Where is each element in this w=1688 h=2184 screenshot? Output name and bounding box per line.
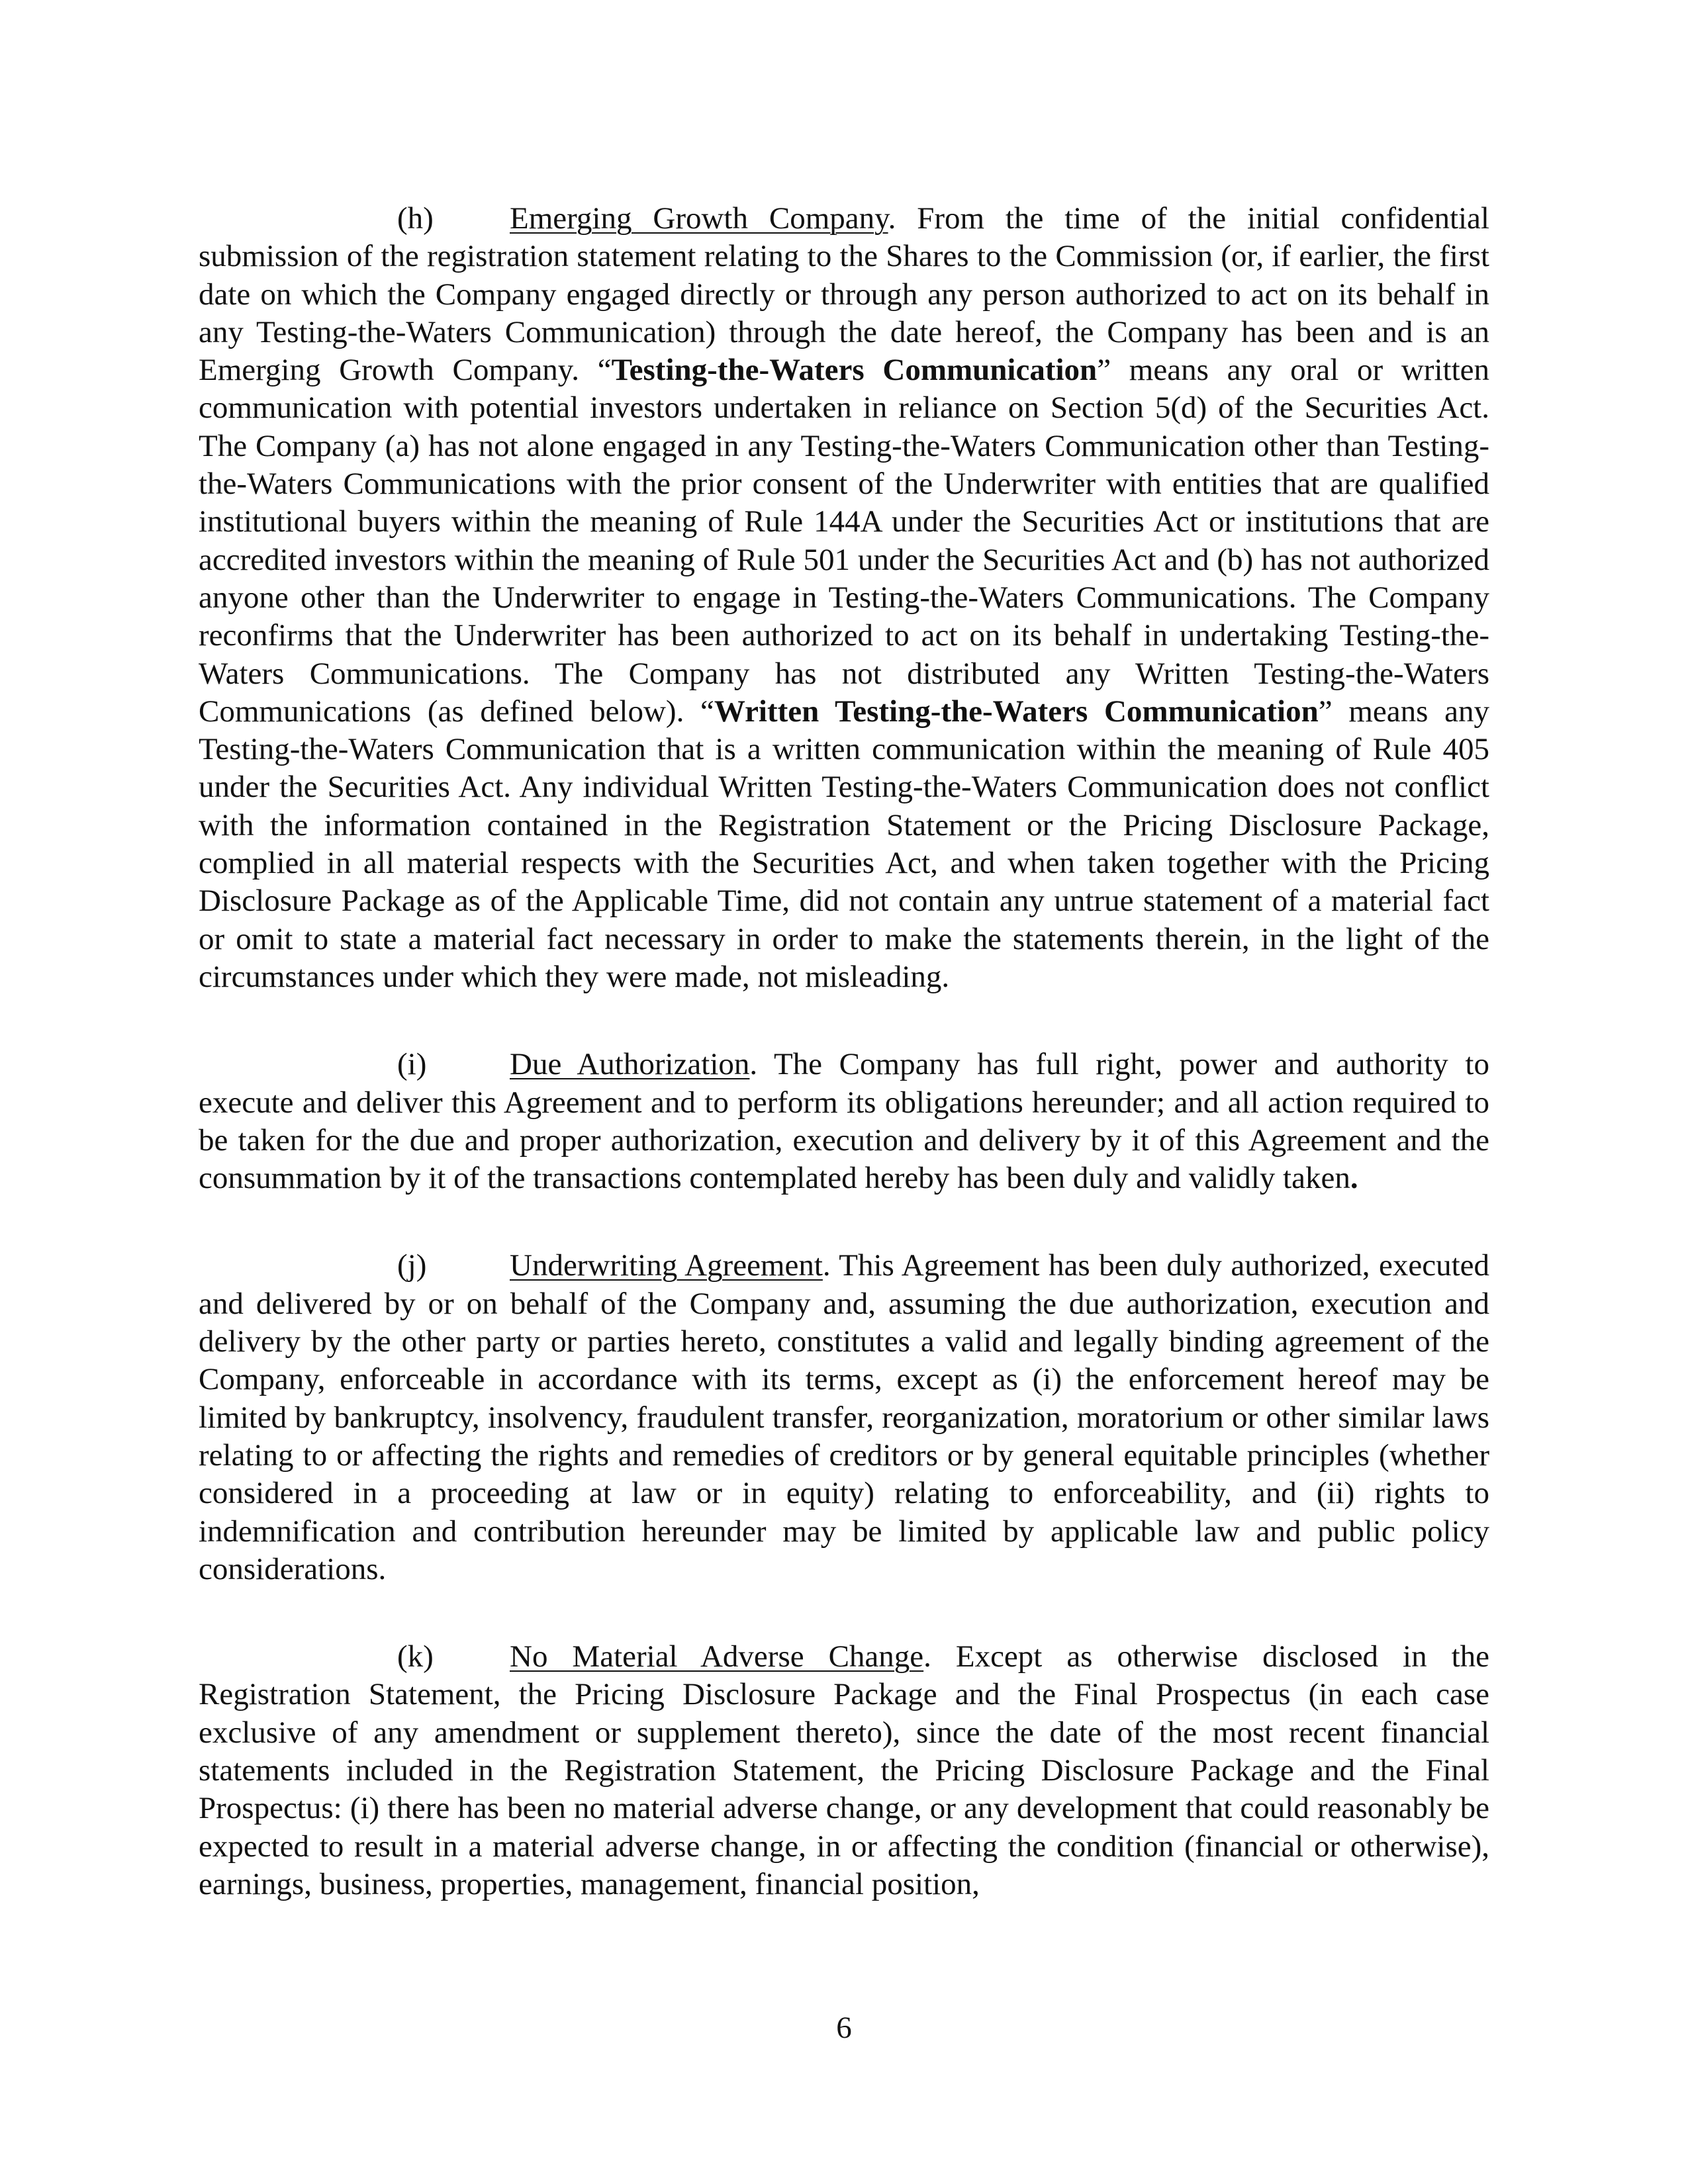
bold-period: . xyxy=(1350,1161,1358,1196)
section-heading: Emerging Growth Company xyxy=(510,201,888,236)
section-marker: (k) xyxy=(397,1639,434,1674)
section-marker: (j) xyxy=(397,1248,427,1283)
section-j-paragraph xyxy=(199,1247,1489,1588)
section-marker: (h) xyxy=(397,201,434,236)
section-heading: Due Authorization xyxy=(510,1047,750,1082)
section-k-paragraph xyxy=(199,1638,1489,1903)
section-marker: (i) xyxy=(397,1047,427,1082)
defined-term: Testing-the-Waters Communication xyxy=(611,353,1098,388)
section-heading: Underwriting Agreement xyxy=(510,1248,823,1283)
defined-term: Written Testing-the-Waters Communication xyxy=(714,694,1319,729)
page-number: 6 xyxy=(836,2011,852,2045)
section-heading: No Material Adverse Change xyxy=(510,1639,924,1674)
body-text: ” means any oral or written communication with potential investors undertaken in reliance on Section 5(d) of the Securities Act. The Company (a) has not alone engaged in any Testing-the-Waters Communication other than Testing-the-Waters Communications with the prior consent of the Underwriter with entities that are qualified institutional buyers within the meaning of Rule 144A under the Securities Act or institutions that are accredited investors within the meaning of Rule 501 under the Securities Act and (b) has not authorized anyone other than the Underwriter to engage in Testing-the-Waters Communications. The Company reconfirms that the Underwriter has been authorized to act on its behalf in undertaking Testing-the-Waters Communications. The Company has not distributed any Written Testing-the-Waters Communications (as defined below). “ xyxy=(199,353,1489,729)
body-text: ” means any Testing-the-Waters Communication that is a written communication within the meaning of Rule 405 under the Securities Act. Any individual Written Testing-the-Waters Communication does not conflict with the information contained in the Registration Statement or the Pricing Disclosure Package, complied in all material respects with the Securities Act, and when taken together with the Pricing Disclosure Package as of the Applicable Time, did not contain any untrue statement of a material fact or omit to state a material fact necessary in order to make the statements therein, in the light of the circumstances under which they were made, not misleading. xyxy=(199,694,1489,994)
body-text: . The Company has full right, power and authority to execute and deliver this Agreement and to perform its obligations hereunder; and all action required to be taken for the due and proper authorization, execution and delivery by it of this Agreement and the consummation by it of the transactions contemplated hereby has been duly and validly taken xyxy=(199,1047,1489,1196)
body-text: . Except as otherwise disclosed in the Registration Statement, the Pricing Disclosure Package and the Final Prospectus (in each case exclusive of any amendment or supplement thereto), since the date of the most recent financial statements included in the Registration Statement, the Pricing Disclosure Package and the Final Prospectus: (i) there has been no material adverse change, or any development that could reasonably be expected to result in a material adverse change, in or affecting the condition (financial or otherwise), earnings, business, properties, management, financial position, xyxy=(199,1639,1489,1901)
section-i-paragraph xyxy=(199,1046,1489,1197)
body-text: . From the time of the initial confidential submission of the registration statement relating to the Shares to the Commission (or, if earlier, the first date on which the Company engaged directly or through any person authorized to act on its behalf in any Testing-the-Waters Communication) through the date hereof, the Company has been and is an Emerging Growth Company. “ xyxy=(199,201,1489,388)
section-h-paragraph xyxy=(199,200,1489,996)
page-content xyxy=(199,200,1489,1953)
body-text: . This Agreement has been duly authorized, executed and delivered by or on behalf of the Company and, assuming the due authorization, execution and delivery by the other party or parties hereto, constitutes a valid and legally binding agreement of the Company, enforceable in accordance with its terms, except as (i) the enforcement hereof may be limited by bankruptcy, insolvency, fraudulent transfer, reorganization, moratorium or other similar laws relating to or affecting the rights and remedies of creditors or by general equitable principles (whether considered in a proceeding at law or in equity) relating to enforceability, and (ii) rights to indemnification and contribution hereunder may be limited by applicable law and public policy considerations. xyxy=(199,1248,1489,1586)
